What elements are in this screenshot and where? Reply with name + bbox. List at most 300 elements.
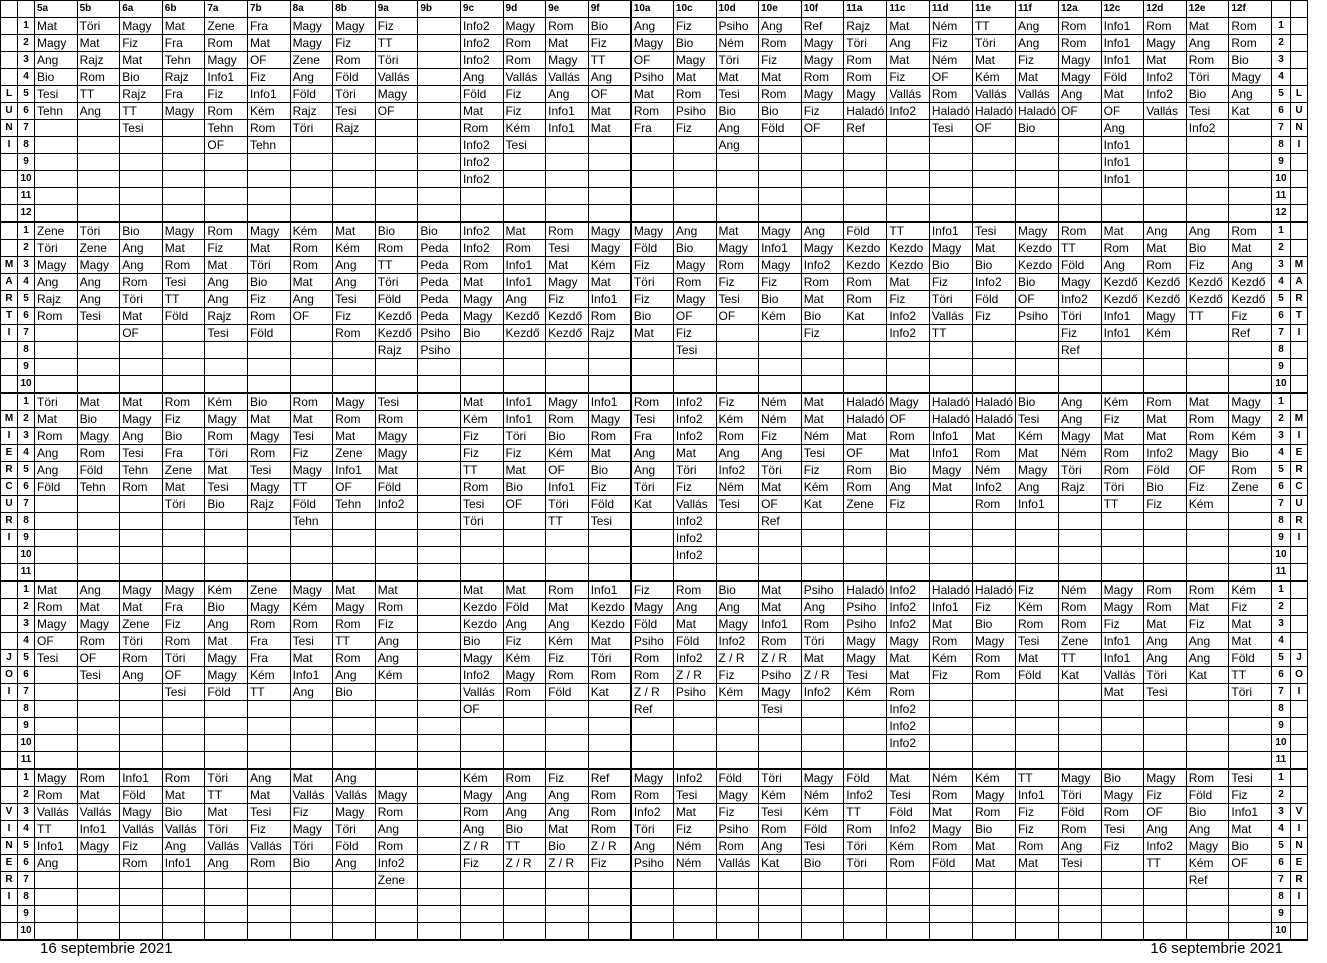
lesson-cell: Rom (972, 667, 1015, 684)
lesson-cell: Rom (77, 769, 120, 787)
period-number: 8 (18, 137, 35, 154)
lesson-cell: Fiz (887, 69, 930, 86)
lesson-cell (972, 735, 1015, 752)
lesson-cell (972, 752, 1015, 770)
lesson-cell: Mat (120, 308, 163, 325)
header-row (1, 1, 1308, 18)
lesson-cell: Fiz (887, 496, 930, 513)
lesson-cell (631, 171, 674, 188)
lesson-cell (759, 872, 802, 889)
lesson-cell (375, 205, 418, 223)
period-number: 5 (1271, 86, 1290, 103)
lesson-cell (247, 359, 290, 376)
lesson-cell: Ang (333, 855, 376, 872)
lesson-cell (759, 342, 802, 359)
lesson-cell (1144, 530, 1187, 547)
period-row (1, 735, 1308, 752)
lesson-cell: Mat (503, 222, 546, 240)
lesson-cell: Ref (631, 701, 674, 718)
lesson-cell: Rom (844, 52, 887, 69)
day-letter: I (1, 428, 18, 445)
lesson-cell: Tesi (1015, 633, 1058, 650)
lesson-cell: Töri (801, 633, 844, 650)
lesson-cell: Töri (205, 445, 248, 462)
lesson-cell: Psiho (631, 69, 674, 86)
lesson-cell: TT (205, 787, 248, 804)
lesson-cell: Magy (631, 769, 674, 787)
class-header: 11f (1015, 1, 1058, 18)
lesson-cell (290, 342, 333, 359)
lesson-cell (673, 872, 716, 889)
class-header: 10d (716, 1, 759, 18)
lesson-cell (887, 376, 930, 394)
lesson-cell: Magy (929, 462, 972, 479)
lesson-cell: Bio (972, 257, 1015, 274)
lesson-cell (673, 718, 716, 735)
lesson-cell: Töri (673, 462, 716, 479)
period-number: 6 (1271, 479, 1290, 496)
lesson-cell: OF (631, 52, 674, 69)
lesson-cell (418, 684, 461, 701)
lesson-cell (972, 718, 1015, 735)
lesson-cell: Ang (546, 86, 589, 103)
lesson-cell (1015, 205, 1058, 223)
lesson-cell: Ang (1144, 821, 1187, 838)
period-number: 5 (18, 462, 35, 479)
day-letter (1, 581, 18, 599)
lesson-cell: Fiz (716, 804, 759, 821)
lesson-cell (205, 342, 248, 359)
lesson-cell (503, 513, 546, 530)
lesson-cell: TT (546, 513, 589, 530)
period-row (1, 240, 1308, 257)
lesson-cell: Mat (1186, 18, 1229, 35)
lesson-cell: Tesi (247, 462, 290, 479)
lesson-cell: Magy (120, 804, 163, 821)
lesson-cell: Ang (546, 616, 589, 633)
lesson-cell: Magy (1186, 445, 1229, 462)
lesson-cell (418, 667, 461, 684)
lesson-cell (1144, 171, 1187, 188)
lesson-cell (205, 376, 248, 394)
lesson-cell: Kat (759, 855, 802, 872)
lesson-cell: Info2 (1144, 838, 1187, 855)
lesson-cell (120, 171, 163, 188)
lesson-cell (247, 718, 290, 735)
day-letter (1290, 222, 1307, 240)
lesson-cell: Info1 (1229, 804, 1272, 821)
lesson-cell: Ang (1186, 633, 1229, 650)
lesson-cell: Rajz (35, 291, 78, 308)
lesson-cell: Haladó (972, 393, 1015, 411)
lesson-cell: Kezdő (375, 325, 418, 342)
lesson-cell: Rom (120, 650, 163, 667)
lesson-cell (77, 752, 120, 770)
lesson-cell: Bio (546, 428, 589, 445)
lesson-cell: Mat (631, 86, 674, 103)
lesson-cell: Mat (333, 222, 376, 240)
lesson-cell: Ref (1229, 325, 1272, 342)
lesson-cell (1059, 889, 1102, 906)
lesson-cell (929, 137, 972, 154)
lesson-cell: Kat (1059, 667, 1102, 684)
lesson-cell: Magy (375, 86, 418, 103)
lesson-cell: Rom (631, 787, 674, 804)
lesson-cell (1059, 496, 1102, 513)
lesson-cell: Magy (162, 222, 205, 240)
lesson-cell: Bio (673, 35, 716, 52)
lesson-cell: Mat (1101, 684, 1144, 701)
period-row (1, 325, 1308, 342)
lesson-cell: Rom (801, 616, 844, 633)
lesson-cell: Tesi (290, 428, 333, 445)
lesson-cell (631, 342, 674, 359)
day-letter: I (1290, 325, 1307, 342)
lesson-cell: Ang (1059, 411, 1102, 428)
lesson-cell: Info1 (1101, 308, 1144, 325)
lesson-cell: Mat (35, 18, 78, 35)
lesson-cell (120, 684, 163, 701)
lesson-cell: Ang (290, 684, 333, 701)
lesson-cell (844, 359, 887, 376)
period-row (1, 462, 1308, 479)
lesson-cell: Mat (247, 35, 290, 52)
lesson-cell: Ang (759, 445, 802, 462)
lesson-cell (247, 701, 290, 718)
lesson-cell: Mat (460, 581, 503, 599)
lesson-cell: Ném (1059, 445, 1102, 462)
lesson-cell: Info2 (801, 684, 844, 701)
period-row (1, 69, 1308, 86)
lesson-cell: Rajz (120, 86, 163, 103)
lesson-cell (759, 889, 802, 906)
lesson-cell (929, 342, 972, 359)
lesson-cell (1186, 205, 1229, 223)
lesson-cell (375, 889, 418, 906)
period-number: 5 (18, 838, 35, 855)
lesson-cell (1015, 154, 1058, 171)
lesson-cell (929, 496, 972, 513)
period-number: 12 (18, 205, 35, 223)
period-number: 10 (1271, 171, 1290, 188)
lesson-cell (1144, 889, 1187, 906)
lesson-cell: Ném (929, 769, 972, 787)
lesson-cell: Bio (972, 821, 1015, 838)
lesson-cell: Mat (290, 769, 333, 787)
lesson-cell (1015, 137, 1058, 154)
lesson-cell: Bio (1186, 804, 1229, 821)
lesson-cell: Magy (120, 411, 163, 428)
lesson-cell: Magy (290, 821, 333, 838)
lesson-cell (333, 718, 376, 735)
lesson-cell: Ang (120, 257, 163, 274)
lesson-cell (801, 205, 844, 223)
lesson-cell: Fiz (1186, 616, 1229, 633)
lesson-cell: Info2 (716, 462, 759, 479)
lesson-cell: Kém (972, 69, 1015, 86)
lesson-cell (546, 701, 589, 718)
day-letter (1290, 599, 1307, 616)
lesson-cell: Fiz (247, 291, 290, 308)
lesson-cell: Kém (460, 411, 503, 428)
period-number: 4 (1271, 821, 1290, 838)
lesson-cell (716, 923, 759, 941)
day-letter (1, 359, 18, 376)
lesson-cell: Ném (716, 479, 759, 496)
lesson-cell: OF (759, 496, 802, 513)
day-letter (1, 69, 18, 86)
lesson-cell (1229, 547, 1272, 564)
lesson-cell: Ang (460, 69, 503, 86)
period-row (1, 137, 1308, 154)
lesson-cell: Tesi (588, 513, 631, 530)
lesson-cell (887, 547, 930, 564)
day-letter: E (1290, 855, 1307, 872)
lesson-cell (673, 154, 716, 171)
lesson-cell (375, 171, 418, 188)
lesson-cell: Kezdő (503, 325, 546, 342)
lesson-cell: Fiz (929, 667, 972, 684)
lesson-cell (759, 205, 802, 223)
period-row (1, 120, 1308, 137)
lesson-cell: Rom (375, 411, 418, 428)
day-letter: U (1290, 496, 1307, 513)
lesson-cell: Rom (972, 804, 1015, 821)
lesson-cell (1015, 171, 1058, 188)
lesson-cell: Magy (1059, 52, 1102, 69)
lesson-cell: Magy (290, 462, 333, 479)
period-number: 3 (18, 616, 35, 633)
lesson-cell (887, 359, 930, 376)
lesson-cell (205, 752, 248, 770)
class-header: 7b (247, 1, 290, 18)
lesson-cell: Magy (588, 222, 631, 240)
lesson-cell: Magy (801, 35, 844, 52)
lesson-cell (162, 137, 205, 154)
lesson-cell (588, 376, 631, 394)
day-letter: O (1, 667, 18, 684)
lesson-cell: Fiz (546, 650, 589, 667)
lesson-cell (1186, 889, 1229, 906)
lesson-cell: Fiz (631, 257, 674, 274)
lesson-cell (759, 906, 802, 923)
lesson-cell (205, 513, 248, 530)
lesson-cell: Mat (1186, 599, 1229, 616)
lesson-cell: Vallás (35, 804, 78, 821)
lesson-cell (418, 923, 461, 941)
lesson-cell (929, 923, 972, 941)
lesson-cell: Rom (35, 787, 78, 804)
lesson-cell (35, 188, 78, 205)
period-row (1, 359, 1308, 376)
lesson-cell: Rom (929, 633, 972, 650)
lesson-cell: Z / R (673, 667, 716, 684)
lesson-cell: Tesi (546, 240, 589, 257)
lesson-cell (631, 564, 674, 582)
lesson-cell (205, 205, 248, 223)
lesson-cell: Magy (546, 52, 589, 69)
lesson-cell: Vallás (1101, 667, 1144, 684)
lesson-cell: Info2 (887, 735, 930, 752)
lesson-cell: Rom (759, 821, 802, 838)
lesson-cell: Ang (631, 838, 674, 855)
footer-date-right: 16 septembrie 2021 (1150, 940, 1283, 957)
period-number: 8 (1271, 889, 1290, 906)
lesson-cell (162, 530, 205, 547)
lesson-cell: Mat (77, 393, 120, 411)
period-number: 9 (1271, 359, 1290, 376)
day-letter: I (1290, 137, 1307, 154)
lesson-cell (1101, 718, 1144, 735)
lesson-cell (77, 137, 120, 154)
lesson-cell (844, 906, 887, 923)
lesson-cell (205, 547, 248, 564)
lesson-cell: Ang (716, 120, 759, 137)
lesson-cell: Magy (546, 393, 589, 411)
lesson-cell: Töri (631, 821, 674, 838)
period-number: 10 (18, 171, 35, 188)
lesson-cell: Föld (35, 479, 78, 496)
lesson-cell: Bio (35, 69, 78, 86)
lesson-cell: Ang (1101, 257, 1144, 274)
lesson-cell (1059, 171, 1102, 188)
lesson-cell: Peda (418, 308, 461, 325)
lesson-cell: Info2 (716, 633, 759, 650)
lesson-cell (972, 342, 1015, 359)
lesson-cell: Fiz (546, 291, 589, 308)
lesson-cell: Bio (588, 18, 631, 35)
day-letter (1, 547, 18, 564)
lesson-cell: Kezdo (588, 616, 631, 633)
lesson-cell: Mat (929, 479, 972, 496)
lesson-cell: Rom (1229, 35, 1272, 52)
lesson-cell: Bio (460, 325, 503, 342)
lesson-cell (418, 137, 461, 154)
lesson-cell (247, 735, 290, 752)
lesson-cell: Töri (162, 650, 205, 667)
lesson-cell (77, 906, 120, 923)
lesson-cell: Mat (290, 650, 333, 667)
lesson-cell: Föld (290, 496, 333, 513)
lesson-cell: Magy (801, 52, 844, 69)
period-number: 3 (18, 428, 35, 445)
lesson-cell: Rom (1186, 52, 1229, 69)
lesson-cell (1229, 154, 1272, 171)
lesson-cell: Tesi (503, 137, 546, 154)
lesson-cell (375, 154, 418, 171)
day-letter (1290, 171, 1307, 188)
lesson-cell: Fiz (503, 86, 546, 103)
class-header: 7a (205, 1, 248, 18)
lesson-cell (673, 735, 716, 752)
lesson-cell: Kém (1186, 855, 1229, 872)
lesson-cell: Info1 (1101, 171, 1144, 188)
lesson-cell (418, 889, 461, 906)
lesson-cell: Föld (375, 291, 418, 308)
lesson-cell: Mat (759, 581, 802, 599)
day-letter: I (1290, 530, 1307, 547)
lesson-cell (1186, 154, 1229, 171)
lesson-cell: Magy (247, 222, 290, 240)
lesson-cell: Ang (1186, 222, 1229, 240)
lesson-cell: OF (503, 496, 546, 513)
period-number: 7 (1271, 120, 1290, 137)
lesson-cell (546, 137, 589, 154)
lesson-cell: Rom (333, 325, 376, 342)
lesson-cell: Info2 (887, 308, 930, 325)
lesson-cell (120, 547, 163, 564)
lesson-cell (418, 86, 461, 103)
lesson-cell: Mat (120, 599, 163, 616)
lesson-cell: Rajz (844, 18, 887, 35)
lesson-cell: Info2 (887, 325, 930, 342)
lesson-cell (588, 718, 631, 735)
lesson-cell: Info1 (759, 240, 802, 257)
lesson-cell (844, 205, 887, 223)
lesson-cell: Rom (546, 667, 589, 684)
lesson-cell: Fiz (162, 411, 205, 428)
lesson-cell: Fiz (1015, 804, 1058, 821)
lesson-cell (1059, 701, 1102, 718)
lesson-cell: Rom (460, 804, 503, 821)
lesson-cell: Töri (77, 18, 120, 35)
lesson-cell: Fiz (1186, 257, 1229, 274)
lesson-cell: Ang (1144, 650, 1187, 667)
lesson-cell (120, 718, 163, 735)
period-row (1, 667, 1308, 684)
lesson-cell: OF (1144, 804, 1187, 821)
lesson-cell: Magy (1229, 393, 1272, 411)
lesson-cell (418, 411, 461, 428)
lesson-cell (631, 188, 674, 205)
lesson-cell: Vallás (460, 684, 503, 701)
lesson-cell: Föld (460, 86, 503, 103)
lesson-cell (503, 923, 546, 941)
period-number: 9 (18, 530, 35, 547)
lesson-cell (716, 342, 759, 359)
lesson-cell: Tesi (247, 804, 290, 821)
lesson-cell (631, 718, 674, 735)
lesson-cell: Tesi (290, 633, 333, 650)
lesson-cell: Ang (503, 787, 546, 804)
period-number: 9 (1271, 718, 1290, 735)
lesson-cell: Rom (1186, 428, 1229, 445)
lesson-cell (1059, 923, 1102, 941)
lesson-cell (460, 547, 503, 564)
corner-cell (1290, 1, 1307, 18)
lesson-cell (35, 752, 78, 770)
lesson-cell: Kém (759, 787, 802, 804)
lesson-cell (503, 188, 546, 205)
lesson-cell: Peda (418, 274, 461, 291)
lesson-cell: Ném (929, 52, 972, 69)
lesson-cell: Mat (801, 411, 844, 428)
lesson-cell: Info2 (460, 171, 503, 188)
lesson-cell (844, 342, 887, 359)
lesson-cell: Rajz (247, 496, 290, 513)
day-letter (1, 240, 18, 257)
lesson-cell: Ang (120, 667, 163, 684)
lesson-cell: Töri (35, 393, 78, 411)
lesson-cell: Peda (418, 291, 461, 308)
lesson-cell: Ang (1229, 86, 1272, 103)
day-letter: M (1290, 411, 1307, 428)
lesson-cell: Töri (290, 120, 333, 137)
lesson-cell: OF (35, 633, 78, 650)
lesson-cell (759, 376, 802, 394)
lesson-cell: Fiz (1229, 599, 1272, 616)
lesson-cell: Info2 (460, 18, 503, 35)
